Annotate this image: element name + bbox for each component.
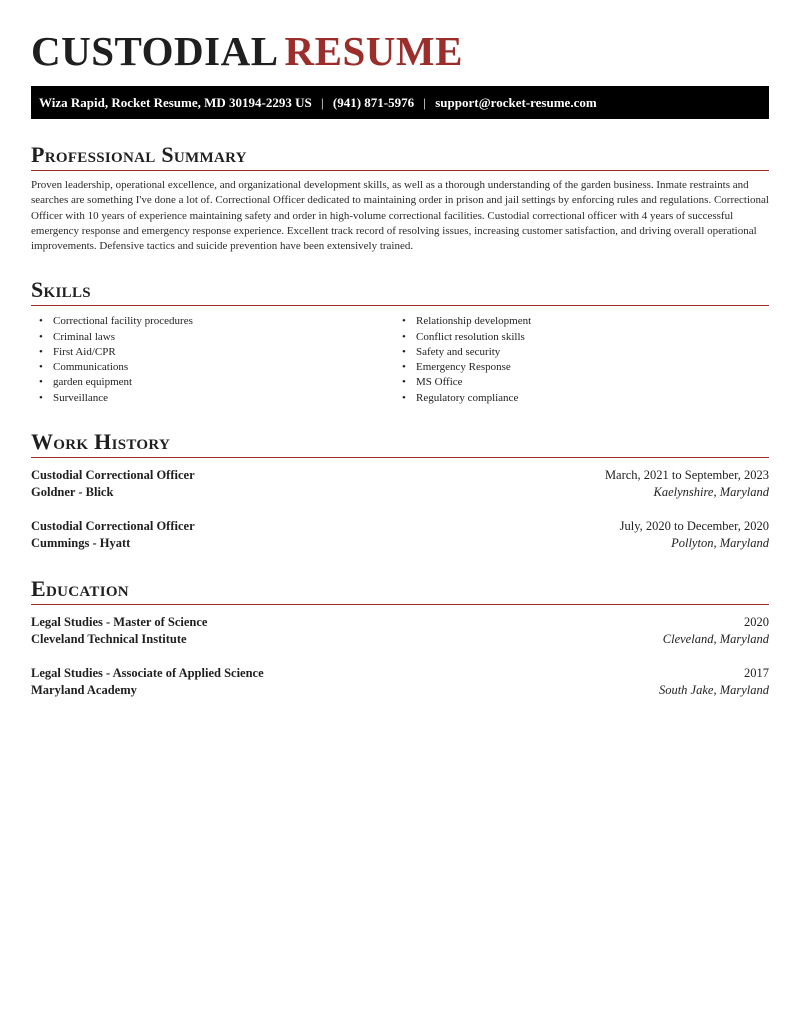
skill-item: • Safety and security bbox=[416, 345, 757, 360]
work-entry bbox=[31, 467, 769, 502]
contact-phone: (941) 871-5976 bbox=[332, 95, 415, 110]
degree: Legal Studies - Master of Science bbox=[31, 614, 208, 629]
education-entry bbox=[31, 665, 769, 700]
resume-name bbox=[31, 0, 769, 76]
name-first: CUSTODIAL bbox=[31, 28, 279, 74]
skill-item: • Regulatory compliance bbox=[416, 391, 757, 406]
contact-email: support@rocket-resume.com bbox=[435, 95, 597, 110]
skill-item: • Surveillance bbox=[53, 391, 394, 406]
contact-separator: | bbox=[321, 95, 324, 110]
name-last: RESUME bbox=[284, 28, 463, 74]
skill-item: • First Aid/CPR bbox=[53, 345, 394, 360]
work-entry bbox=[31, 518, 769, 553]
graduation-year: 2017 bbox=[744, 665, 769, 680]
job-company: Goldner - Blick bbox=[31, 485, 114, 500]
skills-list bbox=[31, 314, 769, 405]
skill-item: • MS Office bbox=[416, 375, 757, 390]
skill-item: • Emergency Response bbox=[416, 360, 757, 375]
graduation-year: 2020 bbox=[744, 614, 769, 629]
summary-text: Proven leadership, operational excellence, and organizational development skills, as well as a thorough understanding of the garden business. Inmate restraints and searches are something I've done a lot of. Correctional Officer dedicated to maintaining order in prison and jail settings by enforcing rules and regulations. Correctional Officer with 10 years of experience maintaining safety and order in high-volume correctional facilities. Custodial correctional officer with 4 years of successful emergency response and emergency response experience. Excellent track record of resolving issues, increasing customer satisfaction, and driving overall operational improvements. Defensive tactics and suicide prevention have been extensively trained. bbox=[31, 179, 769, 253]
school-location: Cleveland, Maryland bbox=[662, 632, 769, 647]
school: Cleveland Technical Institute bbox=[31, 632, 187, 647]
contact-bar bbox=[31, 86, 769, 119]
job-location: Pollyton, Maryland bbox=[671, 536, 769, 551]
school: Maryland Academy bbox=[31, 683, 137, 698]
job-title: Custodial Correctional Officer bbox=[31, 467, 195, 482]
job-dates: July, 2020 to December, 2020 bbox=[619, 518, 769, 533]
education-heading: Education bbox=[31, 575, 769, 605]
education-entry bbox=[31, 614, 769, 649]
skill-item: • garden equipment bbox=[53, 375, 394, 390]
contact-address: Wiza Rapid, Rocket Resume, MD 30194-2293 US bbox=[39, 95, 312, 110]
school-location: South Jake, Maryland bbox=[658, 683, 769, 698]
summary-heading: Professional Summary bbox=[31, 141, 769, 171]
skill-item: • Conflict resolution skills bbox=[416, 330, 757, 345]
skill-item: • Communications bbox=[53, 360, 394, 375]
work-heading: Work History bbox=[31, 428, 769, 458]
job-location: Kaelynshire, Maryland bbox=[653, 485, 769, 500]
degree: Legal Studies - Associate of Applied Science bbox=[31, 665, 264, 680]
skill-item: • Relationship development bbox=[416, 314, 757, 329]
skills-column-left bbox=[31, 314, 394, 405]
skills-heading: Skills bbox=[31, 276, 769, 306]
job-title: Custodial Correctional Officer bbox=[31, 518, 195, 533]
job-company: Cummings - Hyatt bbox=[31, 536, 131, 551]
skills-column-right bbox=[394, 314, 757, 405]
job-dates: March, 2021 to September, 2023 bbox=[604, 467, 769, 482]
skill-item: • Criminal laws bbox=[53, 330, 394, 345]
skill-item: • Correctional facility procedures bbox=[53, 314, 394, 329]
contact-separator: | bbox=[423, 95, 426, 110]
